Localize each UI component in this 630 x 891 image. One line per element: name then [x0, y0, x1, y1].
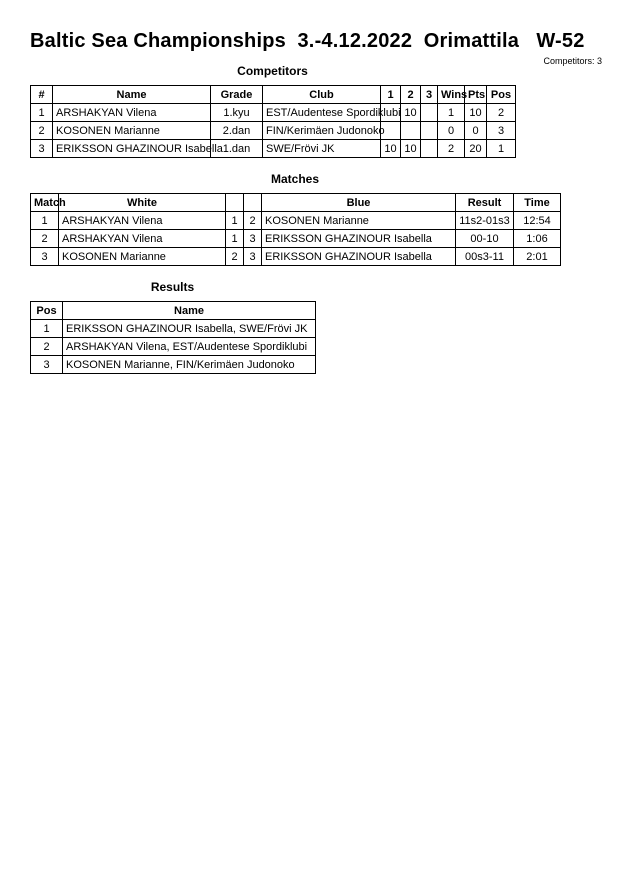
competitor-name: ARSHAKYAN Vilena [53, 104, 211, 122]
result-row [31, 356, 316, 374]
header-grade: Grade [211, 86, 263, 104]
match-number: 2 [31, 230, 59, 248]
competitors-count-label: Competitors: 3 [543, 56, 602, 66]
header-round-1: 1 [381, 86, 401, 104]
competitor-wins: 0 [438, 122, 465, 140]
matches-section-title: Matches [270, 172, 320, 186]
competitors-section-title: Competitors [237, 64, 308, 78]
results-section [30, 280, 315, 374]
match-white-name: KOSONEN Marianne [59, 248, 226, 266]
match-white-name: ARSHAKYAN Vilena [59, 230, 226, 248]
match-number: 3 [31, 248, 59, 266]
competitor-club: SWE/Frövi JK [263, 140, 381, 158]
competitors-header-row [31, 86, 516, 104]
match-blue-name: KOSONEN Marianne [262, 212, 456, 230]
competitor-grade: 1.dan [211, 140, 263, 158]
competitor-score-1: 10 [381, 140, 401, 158]
result-pos: 1 [31, 320, 63, 338]
match-row [31, 230, 561, 248]
competitor-wins: 2 [438, 140, 465, 158]
header-pos: Pos [487, 86, 516, 104]
match-result: 00s3-11 [456, 248, 514, 266]
header-name: Name [53, 86, 211, 104]
header-blue: Blue [262, 194, 456, 212]
matches-header-row [31, 194, 561, 212]
header-name: Name [63, 302, 316, 320]
header-wins: Wins [438, 86, 465, 104]
header-pts: Pts [465, 86, 487, 104]
header-number: # [31, 86, 53, 104]
competitor-pos: 3 [487, 122, 516, 140]
competitor-grade: 1.kyu [211, 104, 263, 122]
match-time: 2:01 [514, 248, 561, 266]
result-pos: 3 [31, 356, 63, 374]
match-white-name: ARSHAKYAN Vilena [59, 212, 226, 230]
header-club: Club [263, 86, 381, 104]
competitor-grade: 2.dan [211, 122, 263, 140]
competitors-section [30, 64, 515, 158]
match-blue-seed: 3 [244, 248, 262, 266]
competitor-club: EST/Audentese Spordiklubi [263, 104, 381, 122]
result-row [31, 320, 316, 338]
match-blue-seed: 3 [244, 230, 262, 248]
match-row [31, 212, 561, 230]
competitor-club: FIN/Kerimäen Judonoko [263, 122, 381, 140]
match-white-seed: 2 [226, 248, 244, 266]
competitor-pts: 20 [465, 140, 487, 158]
result-row [31, 338, 316, 356]
match-blue-seed: 2 [244, 212, 262, 230]
matches-table [30, 193, 561, 266]
match-row [31, 248, 561, 266]
match-result: 00-10 [456, 230, 514, 248]
match-number: 1 [31, 212, 59, 230]
competitor-score-3 [421, 104, 438, 122]
competitor-score-2: 10 [401, 140, 421, 158]
competitor-row [31, 122, 516, 140]
matches-section [30, 172, 560, 266]
competitor-number: 3 [31, 140, 53, 158]
header-match: Match [31, 194, 59, 212]
match-blue-name: ERIKSSON GHAZINOUR Isabella [262, 248, 456, 266]
result-name: ARSHAKYAN Vilena, EST/Audentese Spordiklubi [63, 338, 316, 356]
header-time: Time [514, 194, 561, 212]
competitors-table [30, 85, 516, 158]
competitor-pts: 0 [465, 122, 487, 140]
competitor-row [31, 140, 516, 158]
competitor-score-2 [401, 122, 421, 140]
match-white-seed: 1 [226, 212, 244, 230]
result-name: ERIKSSON GHAZINOUR Isabella, SWE/Frövi JK [63, 320, 316, 338]
page-title: Baltic Sea Championships 3.-4.12.2022 Orimattila W-52 [30, 30, 585, 52]
header-result: Result [456, 194, 514, 212]
results-header-row [31, 302, 316, 320]
match-result: 11s2-01s3 [456, 212, 514, 230]
results-section-title: Results [150, 280, 195, 294]
competitor-number: 2 [31, 122, 53, 140]
competitor-score-3 [421, 122, 438, 140]
competitor-wins: 1 [438, 104, 465, 122]
competitor-name: KOSONEN Marianne [53, 122, 211, 140]
competitor-number: 1 [31, 104, 53, 122]
match-white-seed: 1 [226, 230, 244, 248]
header-round-3: 3 [421, 86, 438, 104]
match-time: 1:06 [514, 230, 561, 248]
competitor-name: ERIKSSON GHAZINOUR Isabella [53, 140, 211, 158]
competitor-pos: 1 [487, 140, 516, 158]
competitor-row [31, 104, 516, 122]
header-pos: Pos [31, 302, 63, 320]
result-name: KOSONEN Marianne, FIN/Kerimäen Judonoko [63, 356, 316, 374]
result-pos: 2 [31, 338, 63, 356]
competitor-pts: 10 [465, 104, 487, 122]
results-table [30, 301, 316, 374]
header-white-number [226, 194, 244, 212]
header-round-2: 2 [401, 86, 421, 104]
match-time: 12:54 [514, 212, 561, 230]
header-white: White [59, 194, 226, 212]
match-blue-name: ERIKSSON GHAZINOUR Isabella [262, 230, 456, 248]
competitor-pos: 2 [487, 104, 516, 122]
competitor-score-3 [421, 140, 438, 158]
header-blue-number [244, 194, 262, 212]
competitor-score-2: 10 [401, 104, 421, 122]
